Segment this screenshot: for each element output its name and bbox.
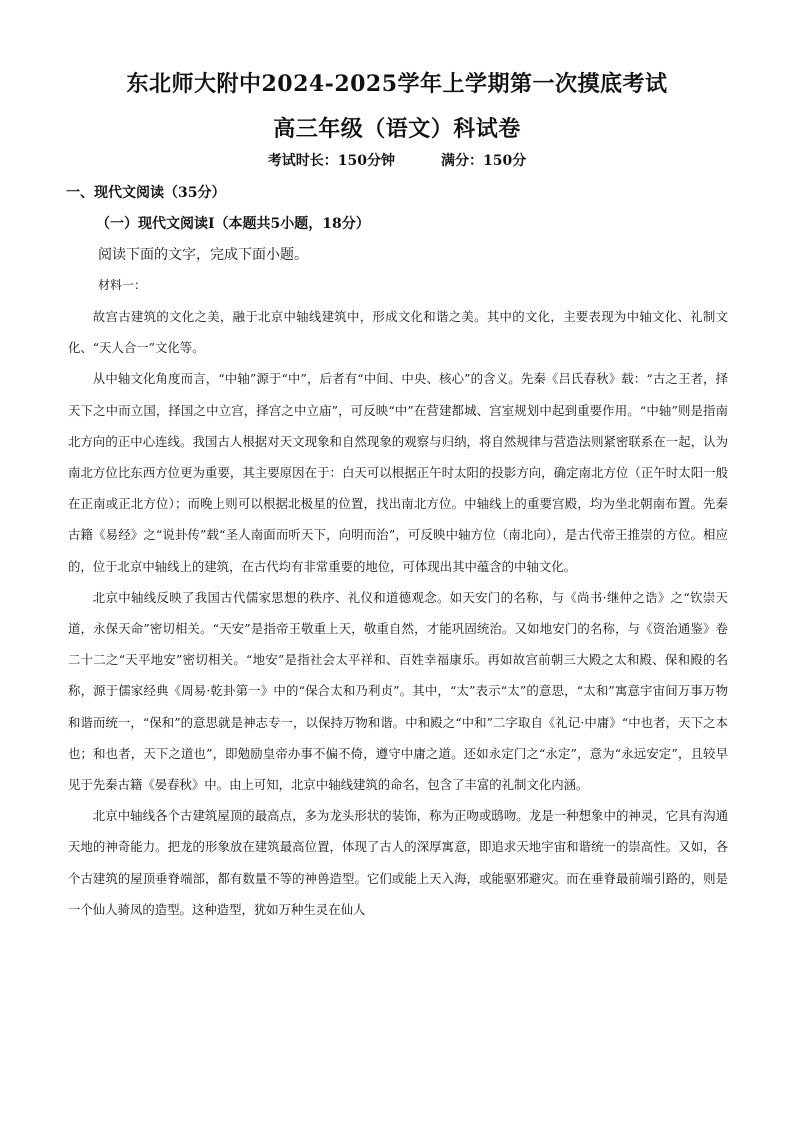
material-label: 材料一： [98, 278, 147, 292]
section-heading: 一、现代文阅读（35分） [66, 185, 226, 201]
reading-passage [68, 301, 728, 925]
full-score: 满分：150分 [441, 153, 527, 169]
paragraph: 北京中轴线各个古建筑屋顶的最高点，多为龙头形状的装饰，称为正吻或鸱吻。龙是一种想象中的神灵，它具有沟通天地的神奇能力。把龙的形象放在建筑最高位置，体现了古人的深厚寓意，即追求天地宇宙和谐统一的崇高性。又如，各个古建筑的屋顶垂脊端部，都有数量不等的神兽造型。它们或能上天入海，或能驱邪避灾。而在垂脊最前端引路的，则是一个仙人骑凤的造型。这种造型，犹如万种生灵在仙人 [68, 808, 728, 917]
paragraph: 故宫古建筑的文化之美，融于北京中轴线建筑中，形成文化和谐之美。其中的文化，主要表现为中轴文化、礼制文化、“天人合一”文化等。 [68, 309, 728, 356]
reading-instruction: 阅读下面的文字，完成下面小题。 [98, 247, 308, 263]
exam-title: 东北师大附中2024-2025学年上学期第一次摸底考试 [126, 71, 668, 97]
subsection-heading: （一）现代文阅读Ⅰ（本题共5小题，18分） [96, 216, 370, 232]
exam-meta [0, 150, 794, 170]
paragraph: 北京中轴线反映了我国古代儒家思想的秩序、礼仪和道德观念。如天安门的名称，与《尚书·继仲之诰》之“钦崇天道，永保天命”密切相关。“天安”是指帝王敬重上天，敬重自然，才能巩固统治。又如地安门的名称，与《资治通鉴》卷二十二之“天平地安”密切相关。“地安”是指社会太平祥和、百姓幸福康乐。再如故宫前朝三大殿之太和殿、保和殿的名称，源于儒家经典《周易·乾卦第一》中的“保合太和乃利贞”。其中，“太”表示“太”的意思，“太和”寓意宇宙间万事万物和谐而统一，“保和”的意思就是神志专一，以保持万物和谐。中和殿之“中和”二字取自《礼记·中庸》“中也者，天下之本也；和也者，天下之道也”，即勉励皇帝办事不偏不倚，遵守中庸之道。还如永定门之“永定”，意为“永远安定”，且较早见于先秦古籍《晏春秋》中。由上可知，北京中轴线建筑的命名，包含了丰富的礼制文化内涵。 [68, 589, 728, 793]
exam-subtitle: 高三年级（语文）科试卷 [273, 116, 521, 142]
exam-time: 考试时长：150分钟 [267, 153, 395, 169]
paragraph: 从中轴文化角度而言，“中轴”源于“中”，后者有“中间、中央、核心”的含义。先秦《吕氏春秋》载：“古之王者，择天下之中而立国，择国之中立宫，择宫之中立庙”，可反映“中”在营建都城、宫室规划中起到重要作用。“中轴”则是指南北方向的正中心连线。我国古人根据对天文现象和自然现象的观察与归纳，将自然规律与营造法则紧密联系在一起，认为南北方位比东西方位更为重要，其主要原因在于：白天可以根据正午时太阳的投影方向，确定南北方位（正午时太阳一般在正南或正北方位）；而晚上则可以根据北极星的位置，找出南北方位。中轴线上的重要宫殿，均为坐北朝南布置。先秦古籍《易经》之“说卦传”载“圣人南面而听天下，向明而治”，可反映中轴方位（南北向），是古代帝王推崇的方位。相应的，位于北京中轴线上的建筑，在古代均有非常重要的地位，可体现出其中蕴含的中轴文化。 [68, 371, 728, 574]
